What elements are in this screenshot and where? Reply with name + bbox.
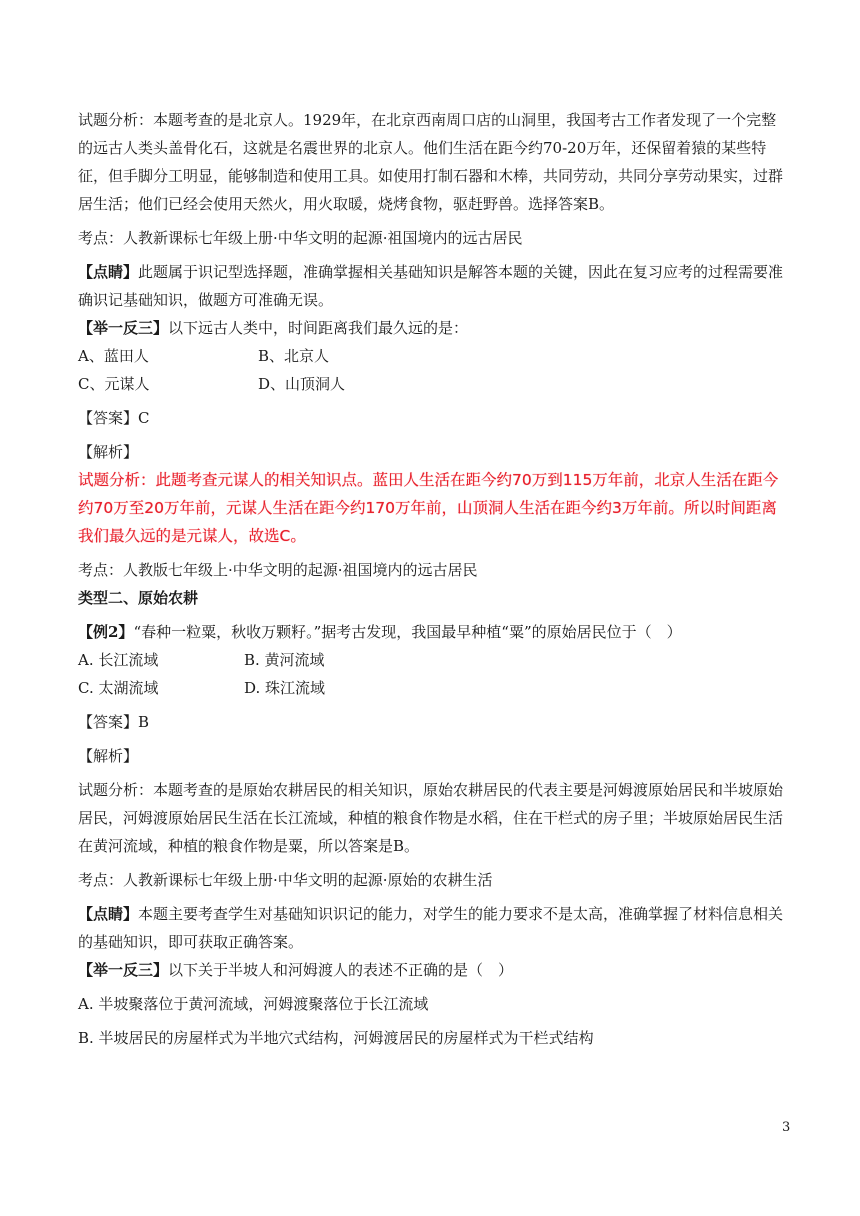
dianjing-label: 【点睛】 xyxy=(78,905,139,923)
juyi1-options-row-1 xyxy=(78,342,790,370)
option-b: B. 黄河流域 xyxy=(244,651,325,669)
option-c: C、元谋人 xyxy=(78,375,150,393)
example2-question-text: “春种一粒粟，秋收万颗籽。”据考古发现，我国最早种植“粟”的原始居民位于（ ） xyxy=(133,623,682,641)
option-c: C. 太湖流域 xyxy=(78,679,159,697)
dianjing-text: 此题属于识记型选择题，准确掌握相关基础知识是解答本题的关键，因此在复习应考的过程需要准确识记基础知识，做题方可准确无误。 xyxy=(78,263,784,309)
juyi-question-2 xyxy=(78,956,790,984)
juyi1-options-row-2 xyxy=(78,370,790,398)
juyi-label: 【举一反三】 xyxy=(78,319,169,337)
page-number: 3 xyxy=(782,1120,791,1135)
answer-line-1: 【答案】C xyxy=(78,409,150,427)
option-d: D. 珠江流域 xyxy=(244,679,326,697)
option-b: B、北京人 xyxy=(258,347,330,365)
kaodian-line-3: 考点：人教新课标七年级上册·中华文明的起源·原始的农耕生活 xyxy=(78,871,493,889)
option-a: A. 长江流域 xyxy=(78,651,159,669)
kaodian-line-1: 考点：人教新课标七年级上册·中华文明的起源·祖国境内的远古居民 xyxy=(78,229,523,247)
analysis-paragraph-2: 试题分析：本题考查的是原始农耕居民的相关知识，原始农耕居民的代表主要是河姆渡原始居民和半坡原始居民，河姆渡原始居民生活在长江流域，种植的粮食作物是水稻，住在干栏式的房子里；半坡原始居民生活在黄河流域，种植的粮食作物是粟，所以答案是B。 xyxy=(78,781,784,855)
juyi-question-text: 以下远古人类中，时间距离我们最久远的是： xyxy=(168,319,469,337)
option-d: D、山顶洞人 xyxy=(258,375,346,393)
dianjing-paragraph-1 xyxy=(78,258,790,314)
kaodian-line-2: 考点：人教版七年级上·中华文明的起源·祖国境内的远古居民 xyxy=(78,561,478,579)
juyi-label: 【举一反三】 xyxy=(78,961,169,979)
juyi-question-text: 以下关于半坡人和河姆渡人的表述不正确的是（ ） xyxy=(168,961,514,979)
jiexi-line-2: 【解析】 xyxy=(78,747,139,765)
page-content xyxy=(78,106,790,1052)
example2-options-row-2 xyxy=(78,674,790,702)
option-a: A、蓝田人 xyxy=(78,347,149,365)
section-title: 类型二、原始农耕 xyxy=(78,589,199,607)
analysis-paragraph-1: 试题分析：本题考查的是北京人。1929年，在北京西南周口店的山洞里，我国考古工作者发现了一个完整的远古人类头盖骨化石，这就是名震世界的北京人。他们生活在距今约70-20万年，还保留着猿的某些特征，但手脚分工明显，能够制造和使用工具。如使用打制石器和木棒，共同劳动，共同分享劳动果实，过群居生活；他们已经会使用天然火，用火取暖，烧烤食物，驱赶野兽。选择答案B。 xyxy=(78,111,784,213)
juyi2-option-b: B. 半坡居民的房屋样式为半地穴式结构，河姆渡居民的房屋样式为干栏式结构 xyxy=(78,1029,594,1047)
example2-options-row-1 xyxy=(78,646,790,674)
juyi2-option-a: A. 半坡聚落位于黄河流域，河姆渡聚落位于长江流域 xyxy=(78,995,429,1013)
red-analysis-paragraph: 试题分析：此题考查元谋人的相关知识点。蓝田人生活在距今约70万到115万年前，北京人生活在距今约70万至20万年前，元谋人生活在距今约170万年前，山顶洞人生活在距今约3万年前。所以时间距离我们最久远的是元谋人，故选C。 xyxy=(78,471,779,545)
example2-question xyxy=(78,618,790,646)
dianjing-text: 本题主要考查学生对基础知识识记的能力，对学生的能力要求不是太高，准确掌握了材料信息相关的基础知识，即可获取正确答案。 xyxy=(78,905,784,951)
example2-label: 【例2】 xyxy=(78,623,134,641)
juyi-question-1 xyxy=(78,314,790,342)
dianjing-paragraph-2 xyxy=(78,900,790,956)
dianjing-label: 【点睛】 xyxy=(78,263,139,281)
jiexi-line-1: 【解析】 xyxy=(78,443,139,461)
answer-line-2: 【答案】B xyxy=(78,713,150,731)
